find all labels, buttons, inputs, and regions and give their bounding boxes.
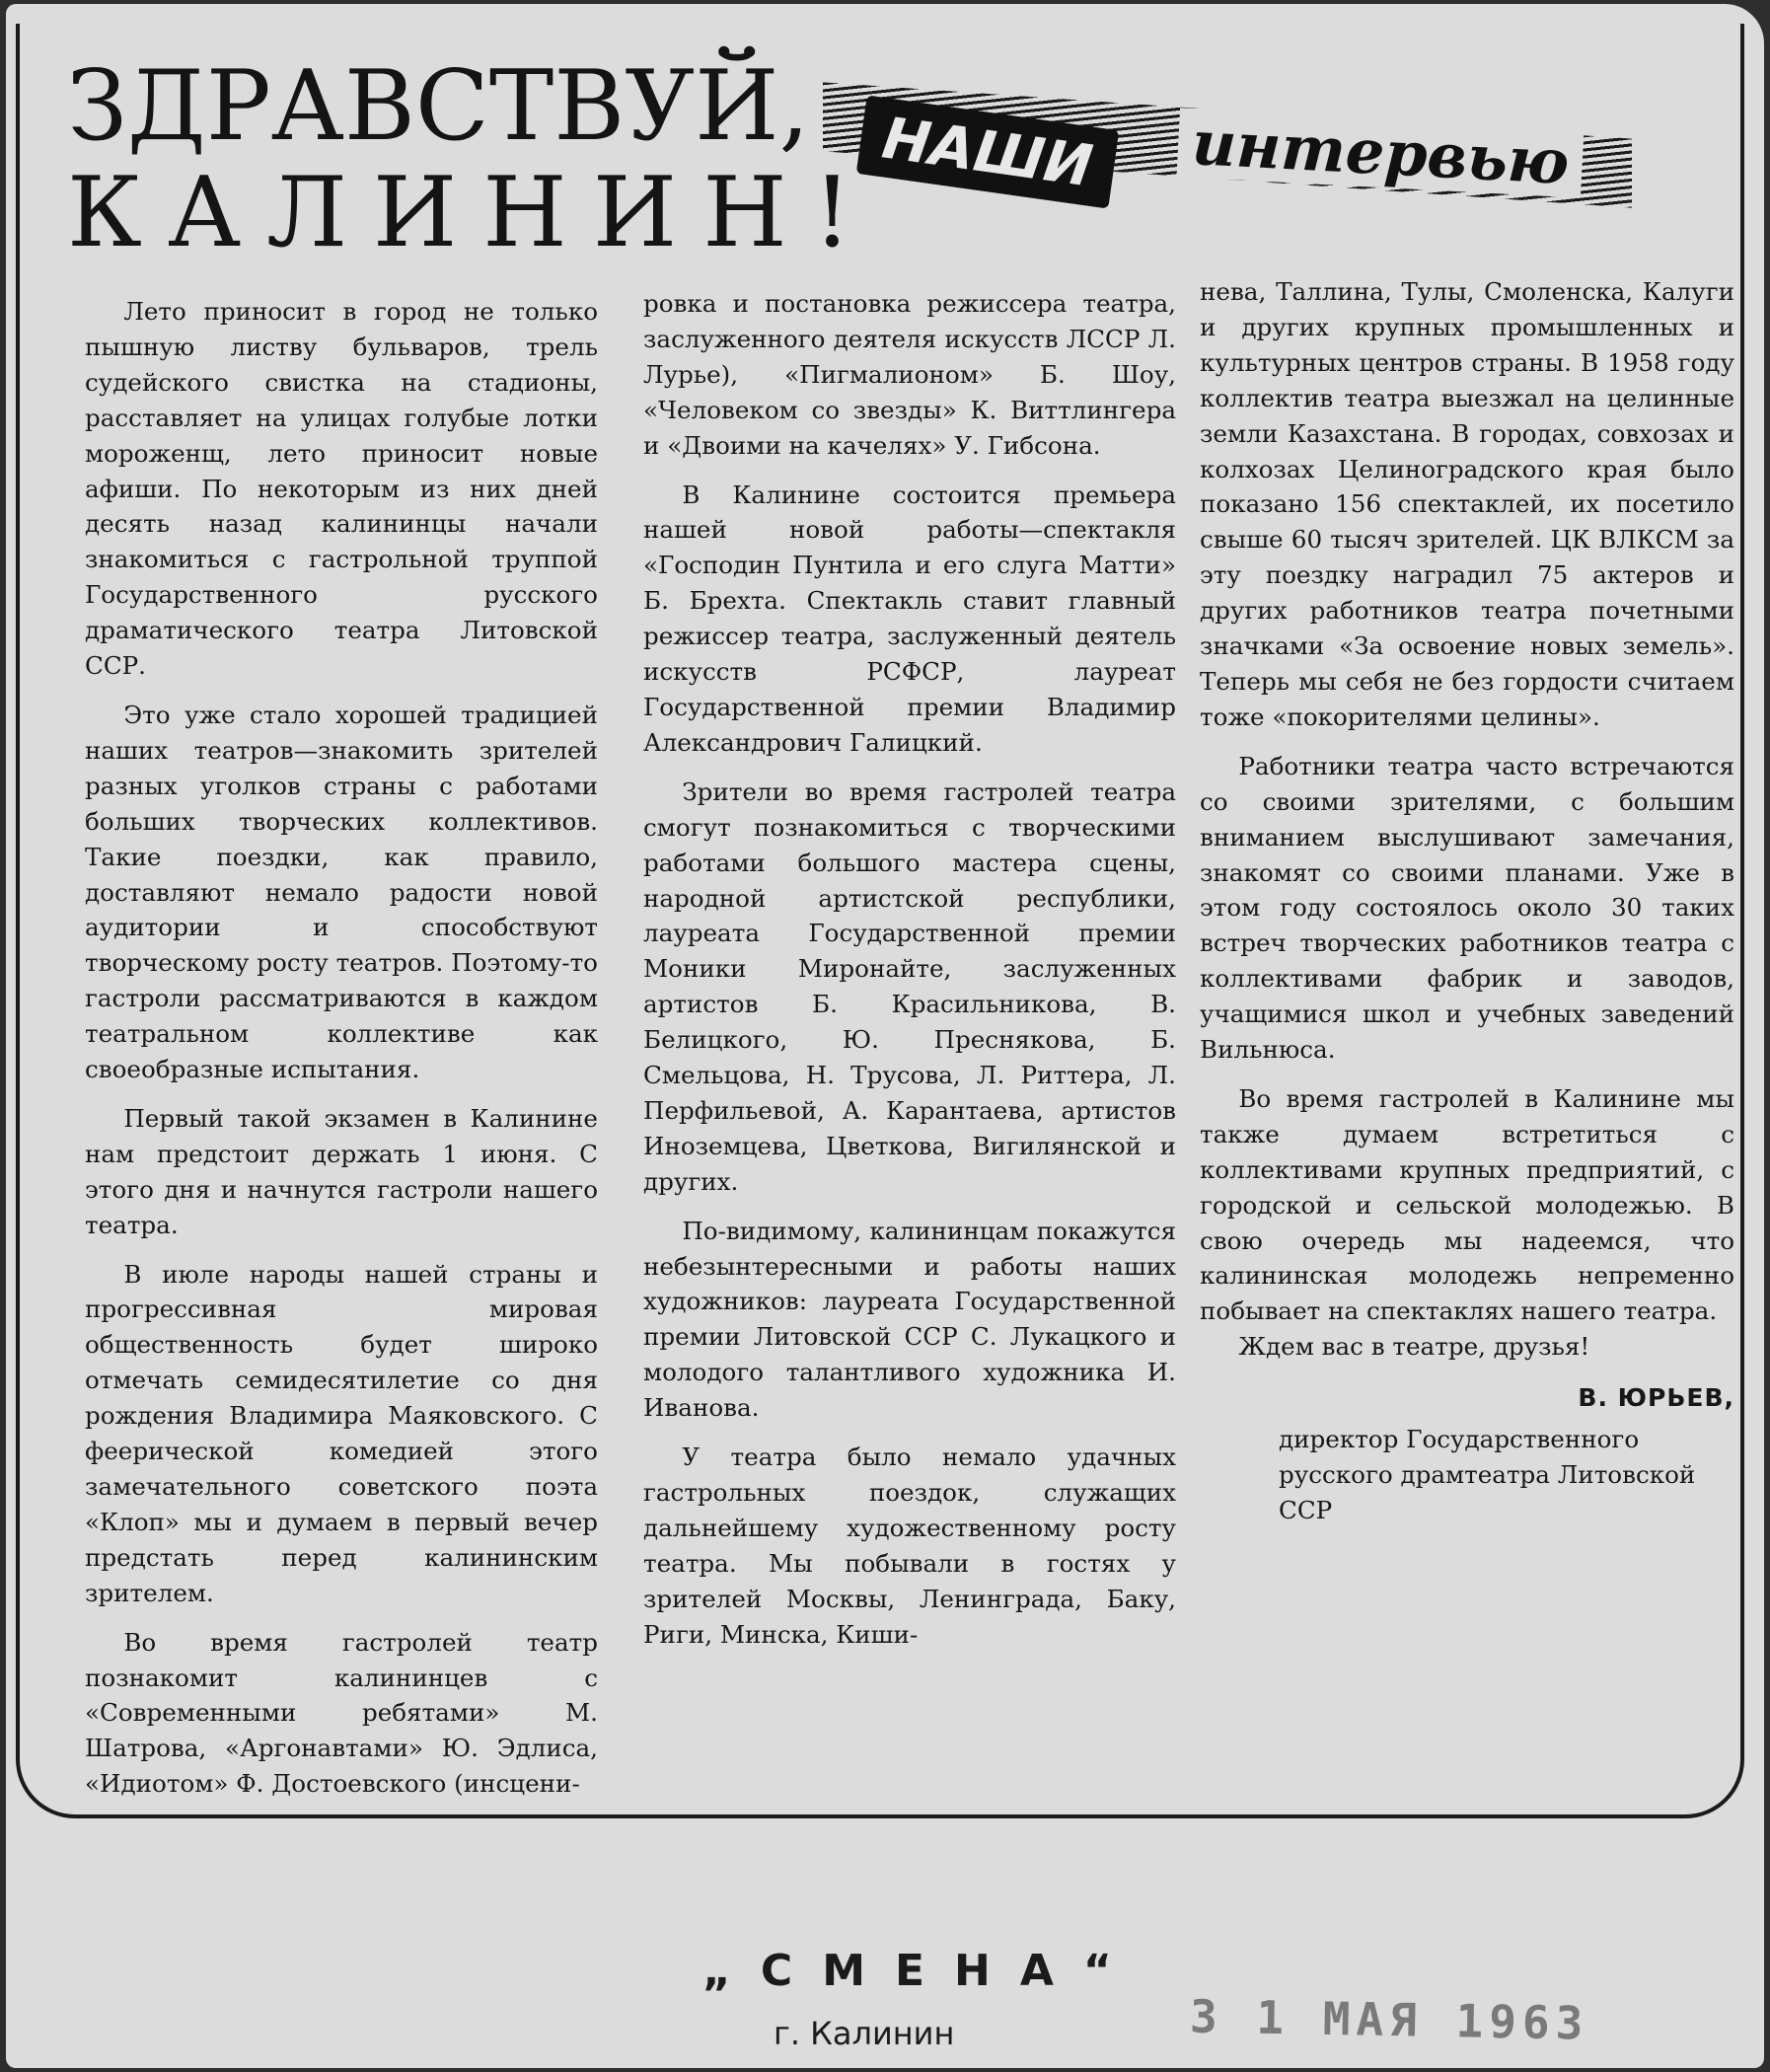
paragraph: Во время гастролей театр познакомит калининцев с «Современными ребятами» М. Шатрова, «Аргонавтами» Ю. Эдлиса, «Идиотом» Ф. Достоевского (инсцени- [85, 1627, 598, 1799]
paragraph: Зрители во время гастролей театра смогут познакомиться с творческими работами большого мастера сцены, народной артистской республики, лауреата Государственной премии Моники Миронайте, заслуженных артистов Б. Красильникова, В. Белицкого, Ю. Преснякова, Б. Смельцова, Н. Трусова, Л. Риттера, Л. Перфильевой, А. Карантаева, артистов Иноземцева, Цветкова, Вигилянской и других. [643, 777, 1176, 1196]
clipping-sheet [6, 4, 1764, 2068]
rubric-banner [823, 101, 1640, 209]
paragraph: Ждем вас в театре, друзья! [1238, 1332, 1590, 1362]
author-signature: В. ЮРЬЕВ, [1578, 1383, 1734, 1413]
author-role: директор Государственного русского драмтеатра Литовской ССР [1279, 1425, 1696, 1524]
paragraph: ровка и постановка режиссера театра, заслуженного деятеля искусств ЛССР Л. Лурье), «Пигмалионом» Б. Шоу, «Человеком со звезды» К. Виттлингера и «Двоими на качелях» У. Гибсона. [643, 289, 1176, 460]
article-column-1 [85, 294, 598, 1802]
newspaper-name: „СМЕНА“ [702, 1946, 1142, 1996]
paragraph: У театра было немало удачных гастрольных поездок, служащих дальнейшему художественному росту театра. Мы побывали в гостях у зрителей Москвы, Ленинграда, Баку, Риги, Минска, Киши- [643, 1443, 1176, 1649]
paragraph: По-видимому, калининцам покажутся небезынтересными и работы наших художников: лауреата Государственной премии Литовской ССР С. Лукацкого и молодого талантливого художника И. Иванова. [643, 1216, 1176, 1423]
headline-line-1: ЗДРАВСТВУЙ, [67, 50, 810, 163]
paragraph: нева, Таллина, Тулы, Смоленска, Калуги и других крупных промышленных и культурных центров страны. В 1958 году коллектив театра выезжал на целинные земли Казахстана. В городах, совхозах и колхозах Целиноградского края было показано 156 спектаклей, их посетило свыше 60 тысяч зрителей. ЦК ВЛКСМ за эту поездку наградил 75 актеров и других работников театра почетными значками «За освоение новых земель». Теперь мы себя не без гордости считаем тоже «покорителями целины». [1200, 277, 1734, 731]
date-stamp: 3 1 МАЯ 1963 [1189, 1989, 1589, 2050]
paragraph: Во время гастролей в Калинине мы также думаем встретиться с коллективами крупных предприятий, с городской и сельской молодежью. В свою очередь мы надеемся, что калининская молодежь непременно побывает на спектаклях нашего театра. [1200, 1083, 1734, 1326]
paragraph: Лето приносит в город не только пышную листву бульваров, трель судейского свистка на стадионы, расставляет на улицах голубые лотки мороженщ, лето приносит новые афиши. По некоторым из них дней десять назад калининцы начали знакомиться с гастрольной труппой Государственного русского драматического театра Литовской ССР. [85, 297, 598, 681]
paragraph: Первый такой экзамен в Калинине нам предстоит держать 1 июня. С этого дня и начнутся гастроли нашего театра. [85, 1103, 598, 1239]
paragraph: В Калинине состоится премьера нашей новой работы—спектакля «Господин Пунтила и его слуга Матти» Б. Брехта. Спектакль ставит главный режиссер театра, заслуженный деятель искусств РСФСР, лауреат Государственной премии Владимир Александрович Галицкий. [643, 480, 1176, 757]
rubric-boxed-word: НАШИ [856, 95, 1119, 208]
paragraph: Работники театра часто встречаются со своими зрителями, с большим вниманием выслушивают замечания, знакомят со своими планами. Уже в этом году состоялось около 30 таких встреч творческих работников театра с коллективами фабрик и заводов, учащимися школ и учебных заведений Вильнюса. [1200, 751, 1734, 1065]
article-column-3 [1200, 274, 1734, 1528]
headline-line-2: КАЛИНИН! [67, 157, 878, 269]
headline [67, 50, 878, 269]
article-column-2 [643, 286, 1176, 1653]
paragraph: Это уже стало хорошей традицией наших театров—знакомить зрителей разных уголков страны с работами больших творческих коллективов. Такие поездки, как правило, доставляют немало радости новой аудитории и способствуют творческому росту театров. Поэтому-то гастроли рассматриваются в каждом театральном коллективе как своеобразные испытания. [85, 700, 598, 1084]
newspaper-city: г. Калинин [774, 2015, 955, 2052]
rubric-script-word: интервью [1176, 108, 1584, 197]
paragraph: В июле народы нашей страны и прогрессивная мировая общественность будет широко отмечать семидесятилетие со дня рождения Владимира Маяковского. С феерической комедией этого замечательного советского поэта «Клоп» мы и думаем в первый вечер предстать перед калининским зрителем. [85, 1259, 598, 1607]
